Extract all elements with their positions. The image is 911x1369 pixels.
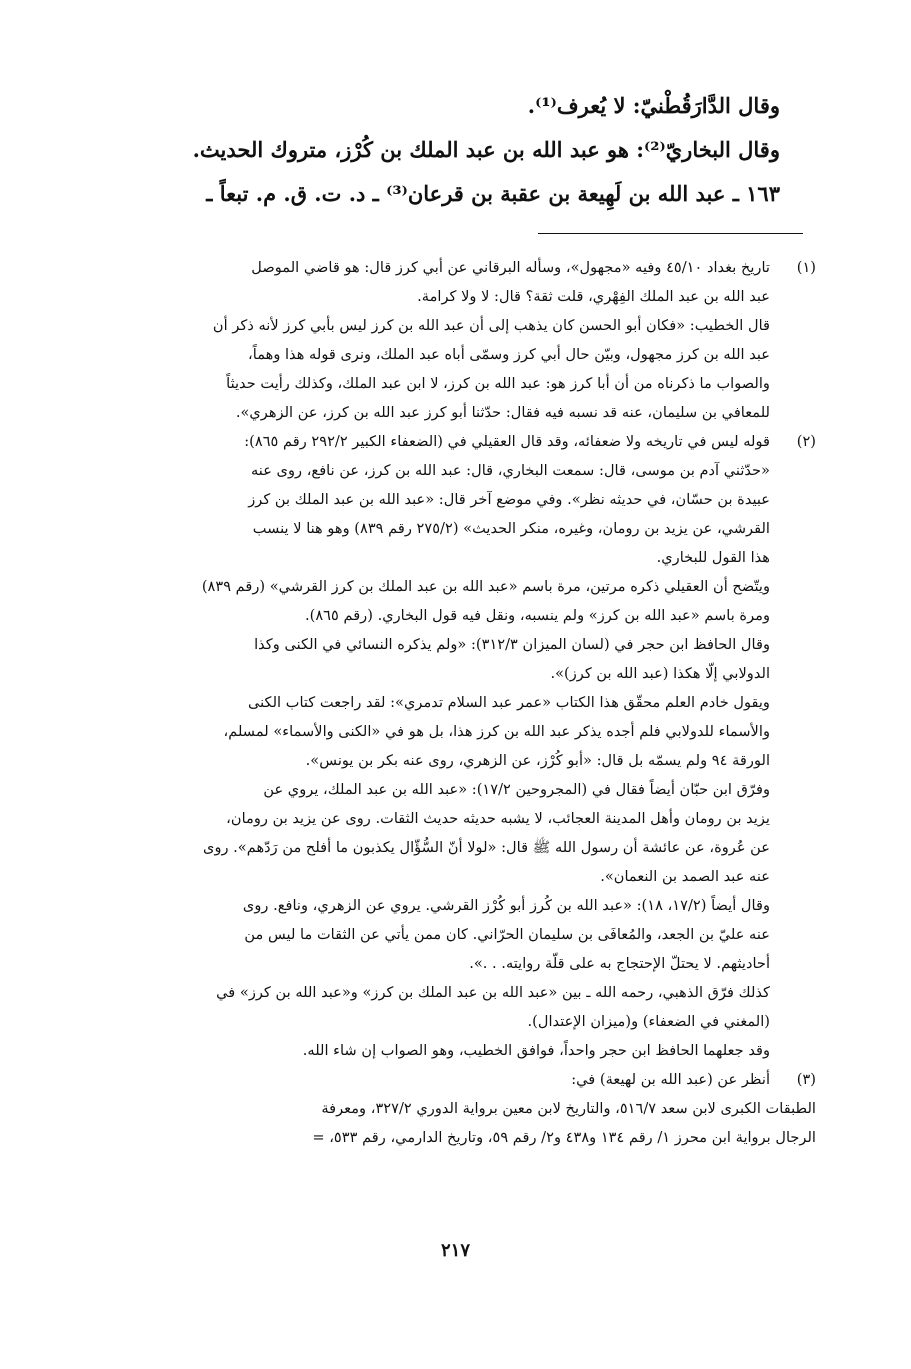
footnote-separator: [538, 233, 803, 234]
footnote-line: عبد الله بن عبد الملك الفِهْري، قلت ثقة؟ قال: لا ولا كرامة.: [417, 288, 770, 305]
footnote-line: ويقول خادم العلم محقّق هذا الكتاب «عمر عبد السلام تدمري»: لقد راجعت كتاب الكنى: [247, 694, 770, 711]
footnote-line: يزيد بن رومان وأهل المدينة العجائب، لا يشبه حديثه حديث الثقات. روى عن يزيد بن رومان،: [226, 810, 770, 827]
main-line: وقال البخاريّ⁽²⁾: هو عبد الله بن عبد الملك بن كُرْز، متروك الحديث.: [192, 137, 780, 162]
footnote-line: عنه عبد الصمد بن النعمان».: [600, 868, 770, 885]
footnote-line: وفرّق ابن حبّان أيضاً فقال في (المجروحين ١٧/٢): «عبد الله بن عبد الملك، يروي عن: [263, 781, 770, 798]
footnote-line: عنه عليّ بن الجعد، والمُعافَى بن سليمان الحرّاني. كان ممن يأتي عن الثقات ما ليس من: [244, 926, 770, 943]
footnote-line: (المغني في الضعفاء) و(ميزان الإعتدال).: [527, 1013, 770, 1030]
footnote-line: تاريخ بغداد ٤٥/١٠ وفيه «مجهول»، وسأله البرقاني عن أبي كرز قال: هو قاضي الموصل: [251, 259, 770, 276]
footnote-line: الطبقات الكبرى لابن سعد ٥١٦/٧، والتاريخ لابن معين برواية الدوري ٣٢٧/٢، ومعرفة: [321, 1100, 816, 1117]
footnote-line: وقال أيضاً (١٧/٢، ١٨): «عبد الله بن كُرز أبو كُرْز القرشي. يروي عن الزهري، ونافع. روى: [242, 897, 770, 914]
footnote-line: الدولابي إلّا هكذا (عبد الله بن كرز)».: [550, 665, 770, 682]
footnote-line: عن عُروة، عن عائشة أن رسول الله ﷺ قال: «لولا أنّ السُّؤّال يكذبون ما أفلح من رَدّهم». روى: [203, 839, 770, 856]
footnote-line: هذا القول للبخاري.: [656, 549, 770, 566]
page-number: ٢١٧: [440, 1240, 470, 1261]
footnote-line: الرجال برواية ابن محرز ١/ رقم ١٣٤ و٤٣٨ و٢/ رقم ٥٩، وتاريخ الدارمي، رقم ٥٣٣، =: [312, 1129, 816, 1146]
footnote-number: (٢): [796, 433, 816, 450]
footnotes: [86, 253, 816, 1152]
footnote-line: ويتّضح أن العقيلي ذكره مرتين، مرة باسم «عبد الله بن عبد الملك بن كرز القرشي» (رقم ٨٣٩): [201, 578, 770, 595]
footnote-line: عبيدة بن حسّان، في حديثه نظر». وفي موضع آخر قال: «عبد الله بن عبد الملك بن كرز: [248, 491, 770, 508]
footnote-1: [86, 253, 816, 427]
footnote-number: (٣): [796, 1071, 816, 1088]
footnote-2: [86, 427, 816, 1065]
footnote-line: أنظر عن (عبد الله بن لهيعة) في:: [571, 1071, 770, 1088]
main-line: وقال الدَّارَقُطْنيّ: لا يُعرف⁽¹⁾.: [527, 93, 780, 118]
main-text: [95, 84, 780, 216]
footnote-line: ومرة باسم «عبد الله بن كرز» ولم ينسبه، ونقل فيه قول البخاري. (رقم ٨٦٥).: [305, 607, 770, 624]
footnote-3: [86, 1065, 816, 1152]
footnote-line: للمعافي بن سليمان، عنه قد نسبه فيه فقال: حدّثنا أبو كرز عبد الله بن كرز، عن الزهري».: [235, 404, 770, 421]
footnote-line: عبد الله بن كرز مجهول، وبيّن حال أبي كرز وسمّى أباه عبد الملك، ونرى قوله هذا وهماً،: [248, 346, 770, 363]
footnote-line: وقد جعلهما الحافظ ابن حجر واحداً، فوافق الخطيب، وهو الصواب إن شاء الله.: [302, 1042, 770, 1059]
footnote-line: قوله ليس في تاريخه ولا ضعفائه، وقد قال العقيلي في (الضعفاء الكبير ٢٩٢/٢ رقم ٨٦٥):: [244, 433, 770, 450]
footnote-line: كذلك فرّق الذهبي، رحمه الله ـ بين «عبد الله بن عبد الملك بن كرز» و«عبد الله بن كرز» في: [216, 984, 770, 1001]
entry-heading: ١٦٣ ـ عبد الله بن لَهِيعة بن عقبة بن قرعان⁽³⁾ ـ د. ت. ق. م. تبعاً ـ: [206, 181, 780, 206]
footnote-line: «حدّثني آدم بن موسى، قال: سمعت البخاري، قال: عبد الله بن كرز، عن نافع، روى عنه: [250, 462, 770, 479]
footnote-line: والأسماء للدولابي فلم أجده يذكر عبد الله بن كرز هذا، بل هو في «الكنى والأسماء» لمسلم،: [223, 723, 770, 740]
footnote-line: القرشي، عن يزيد بن رومان، وغيره، منكر الحديث» (٢٧٥/٢ رقم ٨٣٩) وهو هنا لا ينسب: [252, 520, 770, 537]
footnote-number: (١): [796, 259, 816, 276]
footnote-line: الورقة ٩٤ ولم يسمّه بل قال: «أبو كُرْز، عن الزهري، روى عنه بكر بن يونس».: [305, 752, 770, 769]
footnote-line: والصواب ما ذكرناه من أن أبا كرز هو: عبد الله بن كرز، لا ابن عبد الملك، وكذلك رأيت حديثاً: [226, 375, 770, 392]
footnote-line: أحاديثهم. لا يحتلّ الإحتجاج به على قلّة روايته. . .».: [469, 955, 770, 972]
footnote-line: قال الخطيب: «فكان أبو الحسن كان يذهب إلى أن عبد الله بن كرز ليس بأبي كرز لأنه ذكر أن: [212, 317, 770, 334]
footnote-line: وقال الحافظ ابن حجر في (لسان الميزان ٣١٢/٣): «ولم يذكره النسائي في الكنى وكذا: [254, 636, 770, 653]
